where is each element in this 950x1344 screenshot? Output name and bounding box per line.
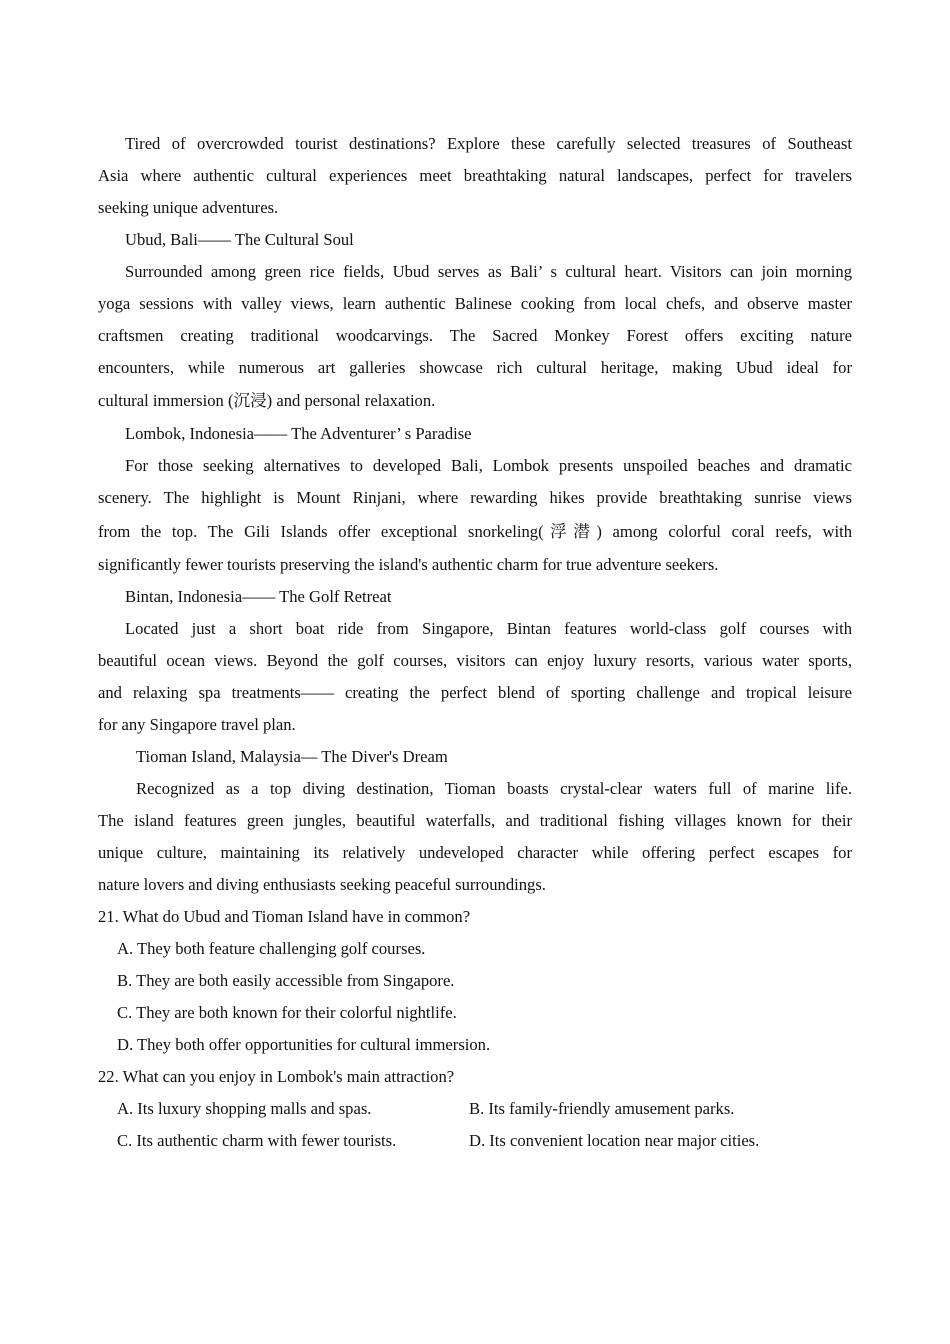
section-heading: Tioman Island, Malaysia— The Diver's Dream <box>136 747 448 766</box>
text-line: unique culture, maintaining its relatively undeveloped character while offering perfect escapes for <box>98 843 852 862</box>
answer-option-c: C. They are both known for their colorful nightlife. <box>117 1003 457 1022</box>
text-line: Located just a short boat ride from Singapore, Bintan features world-class golf courses with <box>125 619 852 638</box>
section-ubud <box>98 224 852 418</box>
intro-paragraph <box>98 128 852 224</box>
answer-option-c: C. Its authentic charm with fewer tourists. <box>117 1131 397 1150</box>
text-line: cultural immersion (沉浸) and personal relaxation. <box>98 391 436 410</box>
answer-option-a: A. They both feature challenging golf courses. <box>117 939 426 958</box>
text-line: craftsmen creating traditional woodcarvings. The Sacred Monkey Forest offers exciting nature <box>98 326 852 345</box>
text-line: yoga sessions with valley views, learn authentic Balinese cooking from local chefs, and observe master <box>98 294 852 313</box>
text-line: for any Singapore travel plan. <box>98 715 296 734</box>
section-heading: Lombok, Indonesia—— The Adventurer’ s Paradise <box>125 424 472 443</box>
answer-option-b: B. Its family-friendly amusement parks. <box>469 1099 735 1118</box>
answer-option-d: D. They both offer opportunities for cultural immersion. <box>117 1035 491 1054</box>
text-line: beautiful ocean views. Beyond the golf courses, visitors can enjoy luxury resorts, various water sports, <box>98 651 852 670</box>
text-line: encounters, while numerous art galleries showcase rich cultural heritage, making Ubud ideal for <box>98 358 852 377</box>
section-lombok <box>98 418 852 581</box>
section-tioman <box>98 741 852 901</box>
section-heading: Ubud, Bali—— The Cultural Soul <box>125 230 354 249</box>
answer-option-b: B. They are both easily accessible from Singapore. <box>117 971 455 990</box>
options-row <box>98 1125 852 1157</box>
question-stem: 22. What can you enjoy in Lombok's main attraction? <box>98 1067 455 1086</box>
text-line: nature lovers and diving enthusiasts seeking peaceful surroundings. <box>98 875 546 894</box>
text-line: The island features green jungles, beautiful waterfalls, and traditional fishing villages known for their <box>98 811 852 830</box>
exam-page <box>98 128 852 1157</box>
text-line: Recognized as a top diving destination, Tioman boasts crystal-clear waters full of marine life. <box>136 779 852 798</box>
text-line: scenery. The highlight is Mount Rinjani, where rewarding hikes provide breathtaking sunrise views <box>98 488 852 507</box>
text-line: Tired of overcrowded tourist destinations? Explore these carefully selected treasures of Southeast <box>125 134 852 153</box>
text-line: Asia where authentic cultural experiences meet breathtaking natural landscapes, perfect for travelers <box>98 166 852 185</box>
text-line: and relaxing spa treatments—— creating the perfect blend of sporting challenge and tropical leisure <box>98 683 852 702</box>
text-line: significantly fewer tourists preserving the island's authentic charm for true adventure seekers. <box>98 555 719 574</box>
text-line: Surrounded among green rice fields, Ubud serves as Bali’ s cultural heart. Visitors can join morning <box>125 262 852 281</box>
options-row <box>98 1093 852 1125</box>
question-22 <box>98 1061 852 1157</box>
section-heading: Bintan, Indonesia—— The Golf Retreat <box>125 587 392 606</box>
text-line: from the top. The Gili Islands offer exceptional snorkeling(浮潜) among colorful coral reefs, with <box>98 522 852 541</box>
section-bintan <box>98 581 852 741</box>
answer-option-d: D. Its convenient location near major cities. <box>469 1131 760 1150</box>
question-21 <box>98 901 852 1061</box>
answer-option-a: A. Its luxury shopping malls and spas. <box>117 1099 372 1118</box>
question-stem: 21. What do Ubud and Tioman Island have in common? <box>98 907 471 926</box>
text-line: seeking unique adventures. <box>98 198 279 217</box>
text-line: For those seeking alternatives to developed Bali, Lombok presents unspoiled beaches and dramatic <box>125 456 852 475</box>
